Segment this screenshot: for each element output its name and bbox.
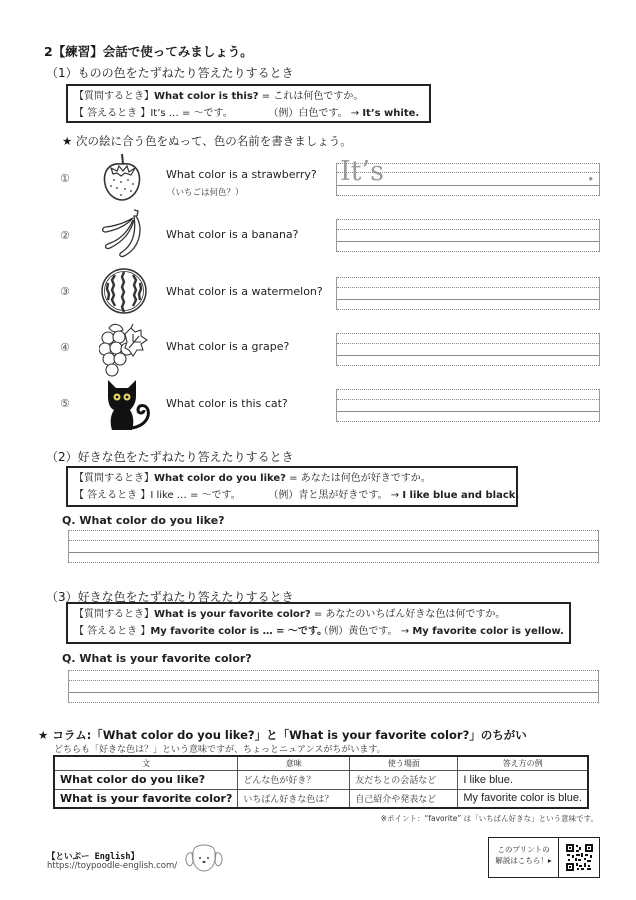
cell-example: I like blue. <box>458 770 588 789</box>
trace-text: It’s <box>340 156 384 187</box>
cell-meaning: いちばん好きな色は？ <box>238 789 350 808</box>
header-example: 答え方の例 <box>458 756 588 770</box>
qr-explanation-box[interactable] <box>488 837 600 878</box>
part1-phrase-box <box>66 84 431 123</box>
item-number: ③ <box>60 285 70 298</box>
qr-text-line1: このプリントの <box>497 845 550 854</box>
part3-heading: （3）好きな色をたずねたり答えたりするとき <box>46 590 294 604</box>
a-english: I like … = 〜です。 <box>150 490 241 501</box>
part2-question: Q. What color do you like? <box>62 514 225 527</box>
cell-sentence: What is your favorite color? <box>54 789 238 808</box>
q-english: What color do you like? <box>154 473 286 484</box>
trace-period: . <box>586 156 595 187</box>
q-meaning: = これは何色ですか。 <box>258 91 364 102</box>
q-label: 【質問するとき】 <box>74 609 154 620</box>
table-header-row <box>54 756 588 770</box>
q-label: 【質問するとき】 <box>74 91 154 102</box>
q-meaning: = あなたは何色が好きですか。 <box>286 473 431 484</box>
answer-lines-2[interactable] <box>336 219 600 252</box>
q-english: What is your favorite color? <box>154 609 311 620</box>
qr-text-line2: 解説はこちら！▸ <box>495 856 552 865</box>
cell-situation: 友だちとの会話など <box>350 770 458 789</box>
a-english: It’s … = 〜です。 <box>150 108 233 119</box>
q-label: 【質問するとき】 <box>74 473 154 484</box>
header-meaning: 意味 <box>238 756 350 770</box>
item-question: What color is a grape? <box>166 340 290 353</box>
item-number: ④ <box>60 341 70 354</box>
strawberry-icon <box>101 152 143 202</box>
item-subtext: （いちごは何色？） <box>167 188 244 198</box>
grape-icon <box>99 322 149 378</box>
a-english: My favorite color is … = 〜です。 <box>150 626 328 637</box>
item-question: What color is a watermelon? <box>166 285 323 298</box>
watermelon-icon <box>100 267 148 315</box>
a-example-english: I like blue and black. <box>402 490 520 501</box>
banana-icon <box>100 208 146 260</box>
qr-code-icon[interactable] <box>566 844 593 871</box>
answer-lines-part2[interactable] <box>68 530 599 563</box>
answer-lines-5[interactable] <box>336 389 600 422</box>
item-number: ① <box>60 172 70 185</box>
column-note: ※ポイント：“favorite” は「いちばん好きな」という意味です。 <box>380 814 598 823</box>
part1-heading: （1）ものの色をたずねたり答えたりするとき <box>46 66 294 80</box>
footer-brand: 【といぷー English】 <box>47 852 139 862</box>
header-sentence: 文 <box>54 756 238 770</box>
answer-lines-part3[interactable] <box>68 670 599 703</box>
a-label: 【 答えるとき 】 <box>74 490 151 501</box>
a-example: （例）白色です。 → <box>268 108 360 119</box>
part1-instruction: ★ 次の絵に合う色をぬって、色の名前を書きましょう。 <box>62 134 352 148</box>
part3-phrase-box <box>66 602 571 644</box>
table-row <box>54 770 588 789</box>
cell-meaning: どんな色が好き？ <box>238 770 350 789</box>
cell-situation: 自己紹介や発表など <box>350 789 458 808</box>
a-label: 【 答えるとき 】 <box>74 626 151 637</box>
footer-url[interactable]: https://toypoodle-english.com/ <box>47 861 178 871</box>
item-number: ② <box>60 229 70 242</box>
item-question: What color is this cat? <box>166 397 288 410</box>
section-title: 2【練習】会話で使ってみましょう。 <box>44 44 253 59</box>
q-meaning: = あなたのいちばん好きな色は何ですか。 <box>310 609 506 620</box>
a-label: 【 答えるとき 】 <box>74 108 151 119</box>
part3-question: Q. What is your favorite color? <box>62 652 252 665</box>
a-example-english: My favorite color is yellow. <box>412 626 564 637</box>
part2-phrase-box <box>66 466 518 507</box>
answer-lines-3[interactable] <box>336 277 600 310</box>
item-number: ⑤ <box>60 397 70 410</box>
cat-icon <box>104 378 152 432</box>
part2-heading: （2）好きな色をたずねたり答えたりするとき <box>46 450 294 464</box>
poodle-logo-icon <box>184 843 224 873</box>
item-question: What color is a banana? <box>166 228 299 241</box>
answer-lines-1[interactable] <box>336 156 600 196</box>
q-english: What color is this? <box>154 91 259 102</box>
header-situation: 使う場面 <box>350 756 458 770</box>
a-example: （例）青と黒が好きです。 → <box>268 490 400 501</box>
comparison-table <box>53 755 589 809</box>
column-title: ★ コラム:「What color do you like?」と「What is your favorite color?」のちがい <box>38 728 527 742</box>
cell-sentence: What color do you like? <box>54 770 238 789</box>
a-example-english: It’s white. <box>362 108 420 119</box>
column-subtitle: どちらも「好きな色は？」という意味ですが、ちょっとニュアンスがちがいます。 <box>54 745 386 755</box>
cell-example: My favorite color is blue. <box>458 789 588 808</box>
answer-lines-4[interactable] <box>336 333 600 366</box>
table-row <box>54 789 588 808</box>
a-example: （例）黄色です。 → <box>318 626 410 637</box>
item-question: What color is a strawberry? <box>166 168 317 181</box>
